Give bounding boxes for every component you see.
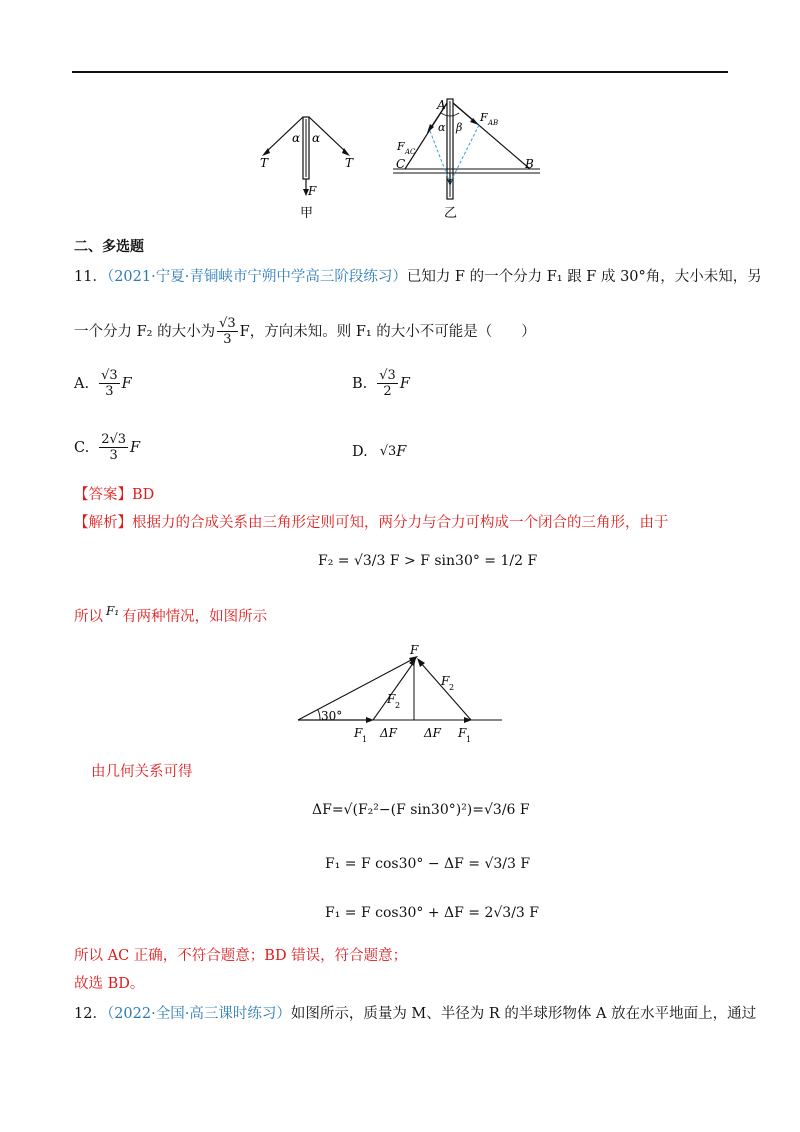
vector-triangle-figure xyxy=(290,640,510,750)
fig-f1-right: F xyxy=(458,726,467,740)
yi-fab: F xyxy=(480,111,488,124)
option-a-fraction xyxy=(99,368,120,399)
formula-1: F₂ = √3/3 F > F sin30° = 1/2 F xyxy=(318,553,538,569)
yi-fac-sub: AC xyxy=(405,148,416,156)
q11-stem-frac-den: 3 xyxy=(223,332,232,347)
jia-t-left: T xyxy=(260,156,269,170)
yi-beta: β xyxy=(456,121,463,134)
analysis-label: 【解析】 xyxy=(74,515,132,531)
q12-number: 12． xyxy=(74,1006,107,1022)
option-d-key: D. xyxy=(352,444,368,460)
option-b-den: 2 xyxy=(383,384,392,399)
fig-f2-left: F xyxy=(387,692,396,706)
fig-f1-right-sub: 1 xyxy=(466,735,472,744)
fig-df-right: ΔF xyxy=(424,726,441,740)
yi-fab-sub: AB xyxy=(488,119,499,127)
q11-analysis xyxy=(74,513,669,533)
option-d-value: √3 xyxy=(379,444,397,459)
q11-stem2-pre: 一个分力 F₂ 的大小为 xyxy=(74,323,216,340)
option-a-den: 3 xyxy=(105,384,114,399)
fig-f1-left-sub: 1 xyxy=(362,735,368,744)
q12-source: （2022·全国·高三课时练习） xyxy=(106,1006,291,1022)
option-b-num: √3 xyxy=(379,368,396,383)
so-text-post: 有两种情况，如图所示 xyxy=(122,609,268,625)
formula-3: F₁ = F cos30° − ΔF = √3/3 F xyxy=(325,856,531,872)
jia-t-right: T xyxy=(345,156,354,170)
conclusion-1: 所以 AC 正确，不符合题意；BD 错误，符合题意； xyxy=(74,948,408,964)
q12-stem: 如图所示，质量为 M、半径为 R 的半球形物体 A 放在水平地面上，通过 xyxy=(290,1006,757,1022)
fig-f2-right-sub: 2 xyxy=(449,683,455,692)
option-a-key: A. xyxy=(74,375,90,392)
option-d-suffix: F xyxy=(396,444,407,460)
option-a-num: √3 xyxy=(101,368,118,383)
fig-f: F xyxy=(410,643,419,657)
option-c-den: 3 xyxy=(109,448,118,463)
geom-text: 由几何关系可得 xyxy=(91,764,193,780)
option-a[interactable] xyxy=(74,368,132,399)
yi-c: C xyxy=(396,157,406,171)
so-f1: F₁ xyxy=(106,604,120,618)
q11-answer: 【答案】BD xyxy=(74,487,155,503)
header-rule xyxy=(72,71,728,73)
q12-line1 xyxy=(74,1004,756,1024)
fig-df-left: ΔF xyxy=(380,726,397,740)
option-c-key: C. xyxy=(74,439,90,456)
option-d[interactable] xyxy=(352,442,406,462)
jia-label: 甲 xyxy=(300,206,314,221)
fig-f2-right: F xyxy=(441,674,450,688)
q11-number: 11． xyxy=(74,269,107,285)
option-b-suffix: F xyxy=(399,375,410,392)
yi-fac: F xyxy=(397,140,405,153)
q11-stem2-post: F，方向未知。则 F₁ 的大小不可能是（ ） xyxy=(239,323,536,340)
q11-line2 xyxy=(74,316,536,347)
q11-line1 xyxy=(74,267,762,287)
jia-f: F xyxy=(308,184,317,198)
fig-f2-left-sub: 2 xyxy=(395,701,401,710)
analysis-text: 根据力的合成关系由三角形定则可知，两分力与合力可构成一个闭合的三角形，由于 xyxy=(132,515,669,531)
fig-f1-left: F xyxy=(354,726,363,740)
yi-alpha: α xyxy=(438,121,446,134)
top-figure xyxy=(250,95,560,225)
so-text-pre: 所以 xyxy=(74,609,103,625)
option-c-fraction xyxy=(99,432,128,463)
figure-jia xyxy=(260,117,354,221)
option-a-suffix: F xyxy=(121,375,132,392)
q11-stem1: 已知力 F 的一个分力 F₁ 跟 F 成 30°角，大小未知，另 xyxy=(406,269,762,285)
formula-4: F₁ = F cos30° + ΔF = 2√3/3 F xyxy=(325,905,539,921)
option-b[interactable] xyxy=(352,368,410,399)
yi-b: B xyxy=(525,157,534,171)
figure-yi xyxy=(393,98,540,221)
yi-a: A xyxy=(437,98,446,112)
conclusion-2: 故选 BD。 xyxy=(74,976,145,992)
formula-2: ΔF=√(F₂²−(F sin30°)²)=√3/6 F xyxy=(312,802,530,818)
option-b-fraction xyxy=(377,368,398,399)
q11-so-line xyxy=(74,604,268,627)
q11-stem-fraction xyxy=(217,316,238,347)
q11-source: （2021·宁夏·青铜峡市宁朔中学高三阶段练习） xyxy=(106,269,407,285)
option-c[interactable] xyxy=(74,432,140,463)
yi-label: 乙 xyxy=(444,206,458,221)
option-c-suffix: F xyxy=(130,439,141,456)
q11-stem-frac-num: √3 xyxy=(219,316,236,331)
option-b-key: B. xyxy=(352,375,368,392)
option-c-num: 2√3 xyxy=(101,432,127,447)
fig-angle: 30° xyxy=(321,709,343,723)
section-title: 二、多选题 xyxy=(74,239,144,255)
jia-alpha-right: α xyxy=(312,131,321,145)
jia-alpha-left: α xyxy=(292,131,301,145)
